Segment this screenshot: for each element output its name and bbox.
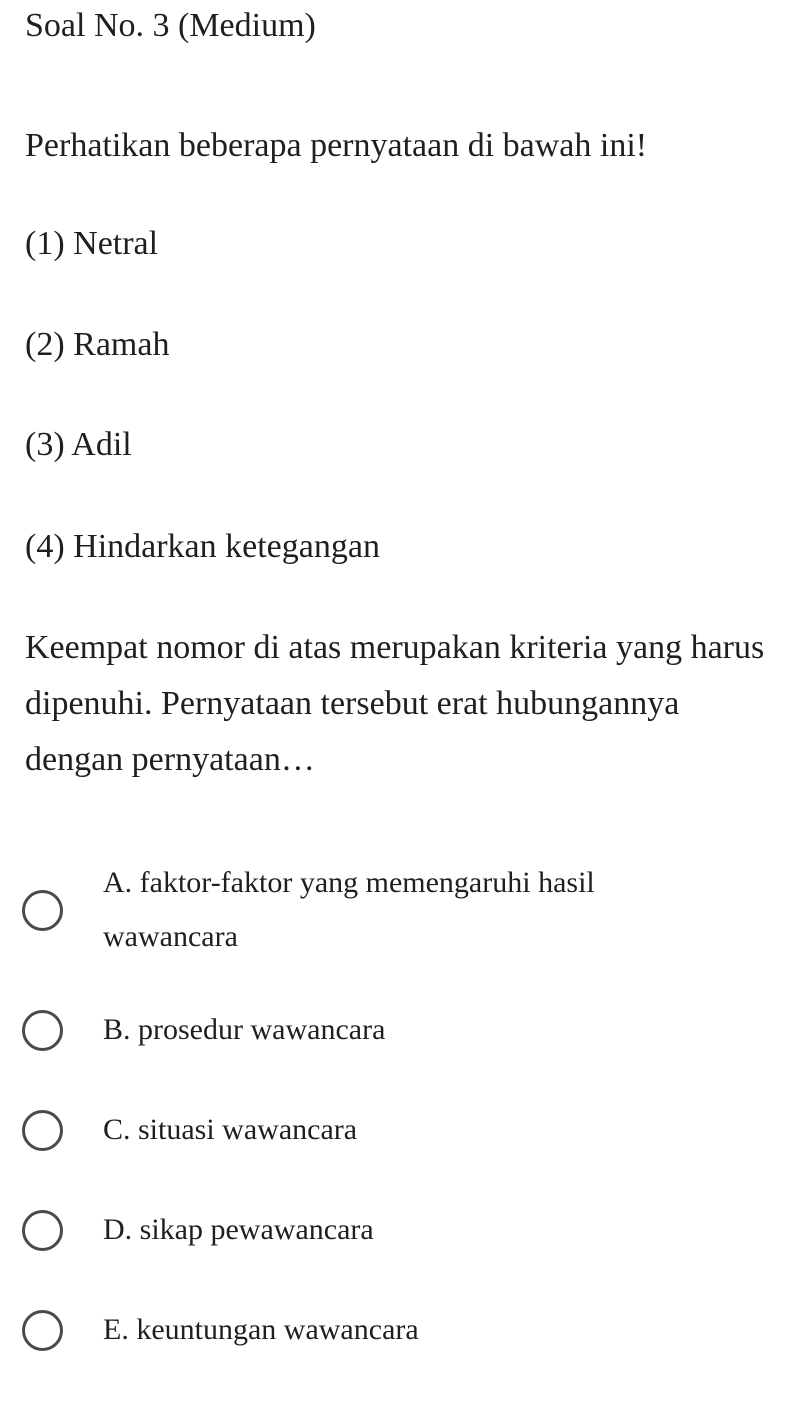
question-title: Soal No. 3 (Medium) — [25, 7, 316, 44]
answer-option-b[interactable] — [22, 1003, 782, 1057]
answer-option-label: D. sikap pewawancara — [103, 1213, 374, 1246]
answer-option-label: C. situasi wawancara — [103, 1113, 358, 1146]
answer-option-e[interactable] — [22, 1303, 782, 1357]
answer-option-label: A. faktor-faktor yang memengaruhi hasil wawancara — [103, 866, 595, 953]
statement-item: (4) Hindarkan ketegangan — [25, 528, 380, 565]
question-intro: Perhatikan beberapa pernyataan di bawah ini! — [25, 127, 648, 164]
radio-button-icon[interactable] — [22, 1010, 63, 1051]
radio-button-icon[interactable] — [22, 1210, 63, 1251]
answer-option-label: B. prosedur wawancara — [103, 1013, 386, 1046]
answer-option-a[interactable] — [22, 856, 782, 964]
radio-button-icon[interactable] — [22, 1110, 63, 1151]
statement-item: (3) Adil — [25, 426, 132, 463]
radio-button-icon[interactable] — [22, 890, 63, 931]
answer-option-c[interactable] — [22, 1103, 782, 1157]
answer-option-d[interactable] — [22, 1203, 782, 1257]
radio-button-icon[interactable] — [22, 1310, 63, 1351]
statement-item: (2) Ramah — [25, 326, 170, 363]
question-prompt: Keempat nomor di atas merupakan kriteria yang harus dipenuhi. Pernyataan tersebut erat hubungannya dengan pernyataan… — [25, 629, 765, 778]
statement-item: (1) Netral — [25, 225, 159, 262]
answer-option-label: E. keuntungan wawancara — [103, 1313, 419, 1346]
